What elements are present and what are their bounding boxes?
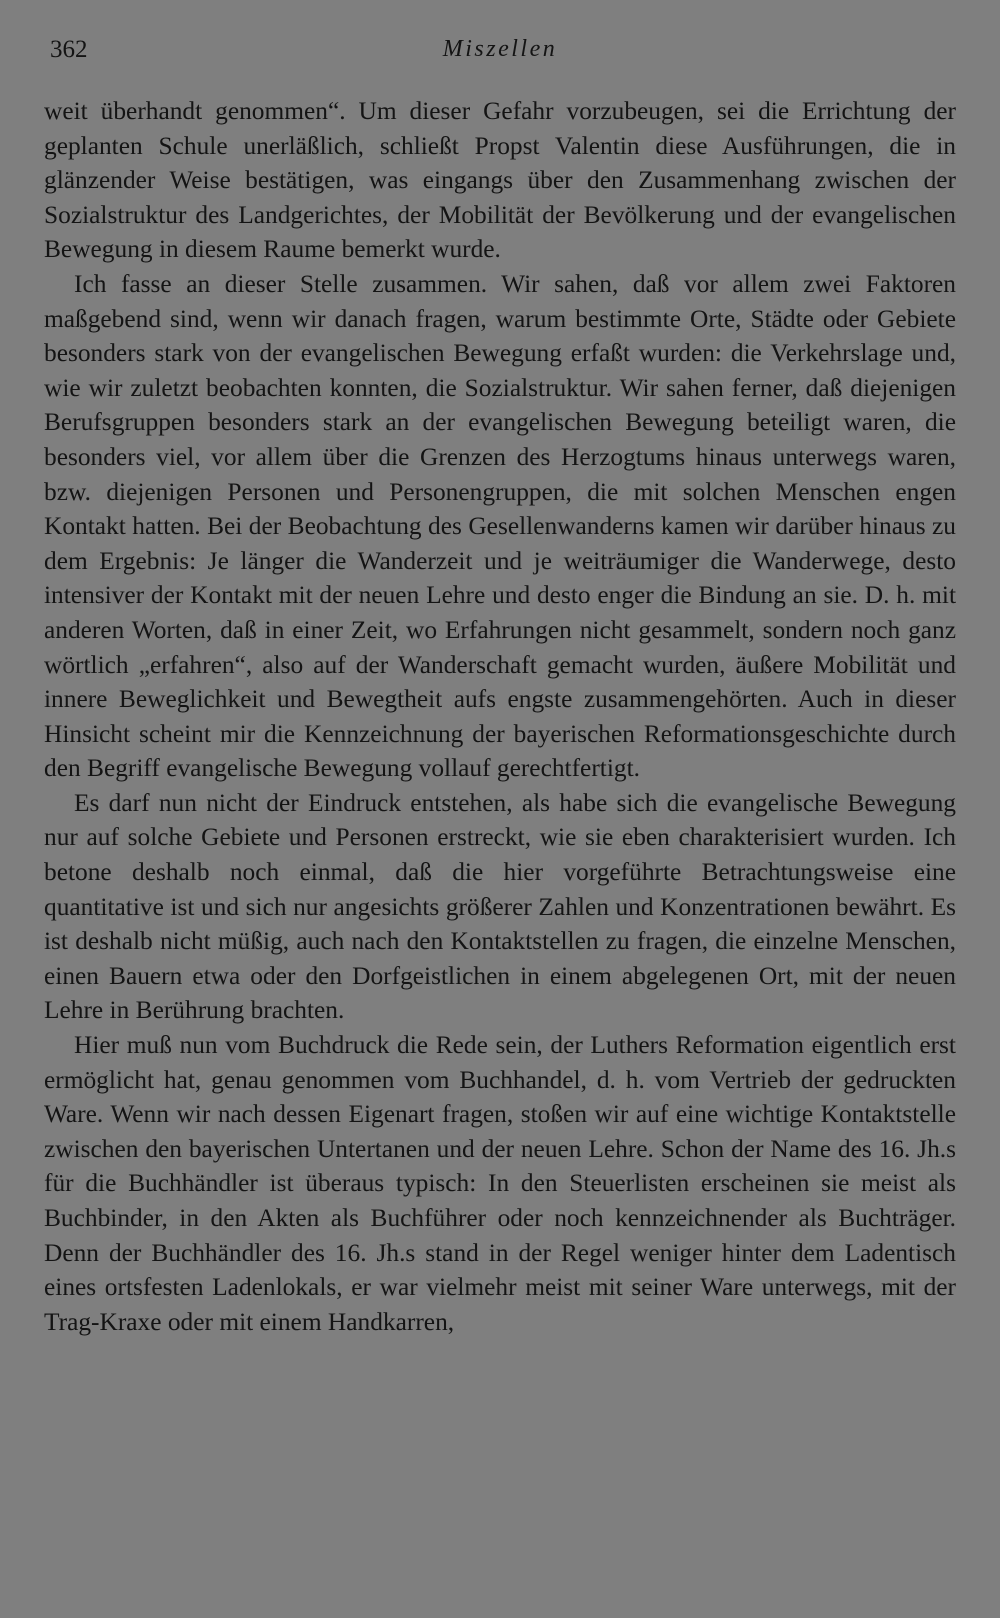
page-header [44,34,956,74]
paragraph-continuation: weit überhandt genommen“. Um dieser Gefahr vorzubeugen, sei die Errichtung der geplanten Schule unerläßlich, schließt Propst Valentin diese Ausführungen, die in glänzender Weise bestätigen, was eingangs über den Zusammenhang zwischen der Sozialstruktur des Landgerichtes, der Mobilität der Bevölkerung und der evangelischen Bewegung in diesem Raume bemerkt wurde. [44,97,956,264]
paragraph-book-trade: Hier muß nun vom Buchdruck die Rede sein, der Luthers Reformation eigentlich erst ermöglicht hat, genau genommen vom Buchhandel, d. h. vom Vertrieb der gedruckten Ware. Wenn wir nach dessen Eigenart fragen, stoßen wir auf eine wichtige Kontaktstelle zwischen den bayerischen Untertanen und der neuen Lehre. Schon der Name des 16. Jh.s für die Buchhändler ist überaus typisch: In den Steuerlisten erscheinen sie meist als Buchbinder, in den Akten als Buchführer oder noch kennzeichnender als Buchträger. Denn der Buchhändler des 16. Jh.s stand in der Regel weniger hinter dem Ladentisch eines ortsfesten Ladenlokals, er war vielmehr meist mit seiner Ware unterwegs, mit der Trag-Kraxe oder mit einem Handkarren, [44,1031,956,1336]
running-title: Miszellen [442,36,558,62]
book-page [44,34,956,1339]
page-number: 362 [50,36,88,63]
body-text [44,94,956,1339]
paragraph-summary: Ich fasse an dieser Stelle zusammen. Wir sahen, daß vor allem zwei Faktoren maßgebend sind, wenn wir danach fragen, warum bestimmte Orte, Städte oder Gebiete besonders stark von der evangelischen Bewegung erfaßt wurden: die Verkehrslage und, wie wir zuletzt beobachten konnten, die Sozialstruktur. Wir sahen ferner, daß diejenigen Berufsgruppen besonders stark an der evangelischen Bewegung beteiligt waren, die besonders viel, vor allem über die Grenzen des Herzogtums hinaus unterwegs waren, bzw. diejenigen Personen und Personengruppen, die mit solchen Menschen engen Kontakt hatten. Bei der Beobachtung des Gesellenwanderns kamen wir darüber hinaus zu dem Ergebnis: Je länger die Wanderzeit und je weiträumiger die Wanderwege, desto intensiver der Kontakt mit der neuen Lehre und desto enger die Bindung an sie. D. h. mit anderen Worten, daß in einer Zeit, wo Erfahrungen nicht gesammelt, sondern noch ganz wörtlich „erfahren“, also auf der Wanderschaft gemacht wurden, äußere Mobilität und innere Beweglichkeit und Bewegtheit aufs engste zusammengehörten. Auch in dieser Hinsicht scheint mir die Kennzeichnung der bayerischen Reformationsgeschichte durch den Begriff evangelische Bewegung vollauf gerechtfertigt. [44,269,956,783]
paragraph-contact-points: Es darf nun nicht der Eindruck entstehen, als habe sich die evangelische Bewegung nur auf solche Gebiete und Personen erstreckt, wie sie eben charakterisiert wurden. Ich betone deshalb noch einmal, daß die hier vorgeführte Betrachtungsweise eine quantitative ist und sich nur angesichts größerer Zahlen und Konzentrationen bewährt. Es ist deshalb nicht müßig, auch nach den Kontaktstellen zu fragen, die einzelne Menschen, einen Bauern etwa oder den Dorfgeistlichen in einem abgelegenen Ort, mit der neuen Lehre in Berührung brachten. [44,788,956,1025]
